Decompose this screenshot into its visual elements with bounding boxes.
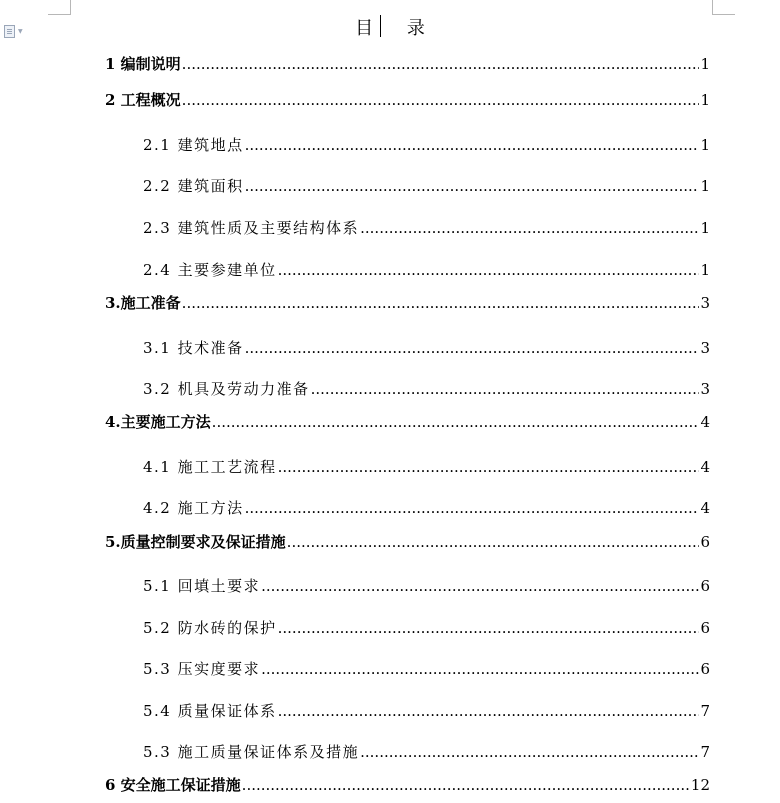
toc-entry[interactable] [143,175,710,196]
toc-leader-dots [360,219,699,237]
toc-entry-label: 2 工程概况 [105,91,181,109]
toc-entry-page: 3 [700,339,710,357]
toc-leader-dots [261,660,699,678]
toc-entry-label: 3.1 技术准备 [143,339,244,357]
toc-entry[interactable] [105,531,710,552]
toc-entry[interactable] [143,259,710,280]
toc-entry[interactable] [105,53,710,74]
toc-entry-label: 4.主要施工方法 [105,413,211,431]
toc-leader-dots [182,294,700,312]
toc-entry-page: 6 [700,660,710,678]
toc-entry-page: 4 [700,413,710,431]
toc-entry[interactable] [143,741,710,762]
toc-entry-page: 3 [700,380,710,398]
toc-entry[interactable] [105,774,710,795]
toc-entry-label: 6 安全施工保证措施 [105,776,241,794]
toc-entry-page: 1 [700,91,710,109]
toc-entry[interactable] [143,575,710,596]
toc-entry[interactable] [143,700,710,721]
toc-entry[interactable] [105,89,710,110]
toc-entry-page: 1 [700,55,710,73]
toc-entry-page: 12 [690,776,710,794]
toc-entry[interactable] [143,378,710,399]
toc-entry-page: 1 [700,136,710,154]
toc-entry-label: 3.2 机具及劳动力准备 [143,380,310,398]
toc-entry-label: 3.施工准备 [105,294,181,312]
toc-leader-dots [278,261,700,279]
toc-entry-page: 7 [700,743,710,761]
toc-entry[interactable] [143,337,710,358]
toc-leader-dots [242,776,690,794]
toc-entry-label: 2.2 建筑面积 [143,177,244,195]
toc-entry-label: 2.4 主要参建单位 [143,261,277,279]
toc-leader-dots [261,577,699,595]
toc-entry[interactable] [143,217,710,238]
toc-leader-dots [245,177,700,195]
page-corner-mark-left [48,0,71,15]
toc-entry-label: 5.4 质量保证体系 [143,702,277,720]
toc-entry[interactable] [143,134,710,155]
toc-entry-page: 1 [700,177,710,195]
toc-leader-dots [245,339,700,357]
toc-entry[interactable] [143,456,710,477]
page-corner-mark-right [712,0,735,15]
toc-entry-page: 3 [700,294,710,312]
toc-entry-page: 4 [700,458,710,476]
toc-leader-dots [245,136,700,154]
toc-entry[interactable] [105,292,710,313]
toc-entry-label: 5.质量控制要求及保证措施 [105,533,286,551]
toc-leader-dots [182,55,700,73]
toc-entry-page: 1 [700,261,710,279]
toc-entry-page: 6 [700,619,710,637]
toc-entry-page: 6 [700,577,710,595]
toc-entry-label: 1 编制说明 [105,55,181,73]
toc-entry-label: 5.2 防水砖的保护 [143,619,277,637]
toc-leader-dots [182,91,700,109]
toc-entry-page: 7 [700,702,710,720]
toc-entry-page: 6 [700,533,710,551]
toc-entry[interactable] [143,658,710,679]
toc-entry-page: 4 [700,499,710,517]
toc-entry[interactable] [105,411,710,432]
toc-entry[interactable] [143,617,710,638]
toc-entry[interactable] [143,497,710,518]
toc-entry-label: 4.2 施工方法 [143,499,244,517]
toc-leader-dots [311,380,700,398]
toc-leader-dots [287,533,700,551]
toc-entry-label: 4.1 施工工艺流程 [143,458,277,476]
toc-entry-page: 1 [700,219,710,237]
toc-leader-dots [278,702,700,720]
toc-leader-dots [212,413,700,431]
toc-leader-dots [278,458,700,476]
toc-title: 目 录 [355,18,439,39]
toc-entry-label: 2.3 建筑性质及主要结构体系 [143,219,360,237]
toc-entry-label: 5.3 压实度要求 [143,660,261,678]
toc-leader-dots [360,743,699,761]
toc-entry-label: 5.1 回填土要求 [143,577,261,595]
toc-entry-label: 5.3 施工质量保证体系及措施 [143,743,360,761]
toc-leader-dots [245,499,700,517]
chevron-down-icon: ▼ [18,28,23,35]
toc-leader-dots [278,619,700,637]
toc-entry-label: 2.1 建筑地点 [143,136,244,154]
